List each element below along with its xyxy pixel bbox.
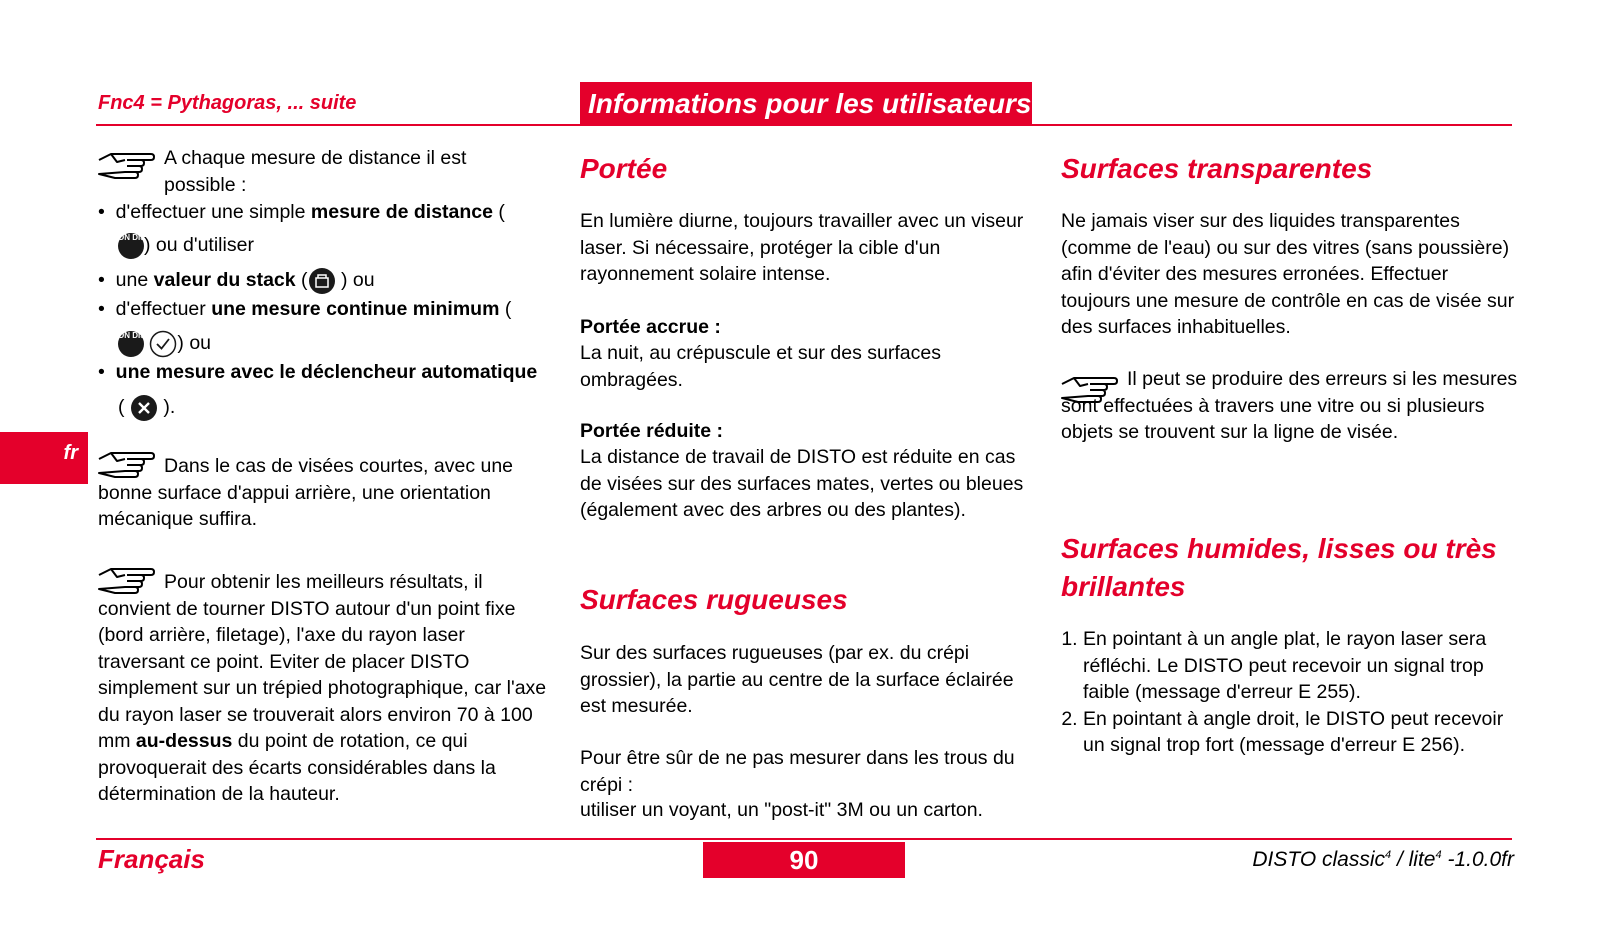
note-transparentes: Il peut se produire des erreurs si les mesures sont effectuées à travers une vitre ou si plusieurs objets se trouvent sur la ligne de visée. bbox=[1061, 368, 1518, 443]
language-tab-label: fr bbox=[63, 442, 78, 464]
paragraph-rugueuses-3: utiliser un voyant, un "post-it" 3M ou un carton. bbox=[580, 799, 983, 821]
section-title: Fnc4 = Pythagoras, ... suite bbox=[98, 92, 357, 114]
subheading-portee-reduite: Portée réduite : bbox=[580, 420, 724, 442]
chapter-title: Informations pour les utilisateurs bbox=[580, 82, 1032, 126]
checkmark-button-icon bbox=[149, 330, 177, 358]
footer-rule bbox=[96, 838, 1512, 840]
timer-x-button-icon bbox=[130, 394, 158, 422]
bullet-stack: • une valeur du stack ( ) ou bbox=[98, 267, 375, 295]
heading-surfaces-transparentes: Surfaces transparentes bbox=[1061, 153, 1373, 184]
heading-portee: Portée bbox=[580, 153, 668, 184]
paragraph-rugueuses-2: Pour être sûr de ne pas mesurer dans les trous du crépi : bbox=[580, 747, 1015, 796]
paragraph-portee-reduite: La distance de travail de DISTO est réduite en cas de visées sur des surfaces mates, vertes ou bleues (également avec des arbres ou des plantes). bbox=[580, 446, 1024, 521]
stack-button-icon bbox=[308, 267, 336, 295]
bullet-distance: • d'effectuer une simple mesure de distance ( bbox=[98, 201, 505, 223]
pointing-hand-icon bbox=[97, 148, 155, 182]
bullet-distance-cont: ON DIST) ou d'utiliser bbox=[118, 232, 254, 259]
language-tab bbox=[0, 432, 88, 484]
paragraph-portee-accrue: La nuit, au crépuscule et sur des surfaces ombragées. bbox=[580, 342, 941, 391]
paragraph-rugueuses-1: Sur des surfaces rugueuses (par ex. du crépi grossier), la partie au centre de la surface éclairée est mesurée. bbox=[580, 642, 1014, 717]
bullet-continuous: • d'effectuer une mesure continue minimum ( bbox=[98, 298, 512, 320]
heading-surfaces-rugueuses: Surfaces rugueuses bbox=[580, 584, 848, 615]
bullet-auto-trigger: • une mesure avec le déclencheur automatique bbox=[98, 361, 538, 383]
footer-language: Français bbox=[98, 844, 205, 874]
document-id: DISTO classic$^4$ / lite$^4$ -1.0.0fr bbox=[1252, 848, 1514, 871]
list-item: 2. En pointant à angle droit, le DISTO peut recevoir un signal trop fort (message d'erreur E 256). bbox=[1083, 706, 1521, 759]
note-measure-options: A chaque mesure de distance il est possible : bbox=[164, 147, 467, 196]
on-dist-button-icon: ON DIST bbox=[118, 331, 144, 357]
bullet-auto-trigger-cont: ( ). bbox=[118, 394, 175, 422]
subheading-portee-accrue: Portée accrue : bbox=[580, 316, 721, 338]
on-dist-button-icon: ON DIST bbox=[118, 233, 144, 259]
list-item: 1. En pointant à un angle plat, le rayon laser sera réfléchi. Le DISTO peut recevoir un signal trop faible (message d'erreur E 255). bbox=[1083, 626, 1521, 706]
header-rule bbox=[96, 124, 1512, 126]
note-best-results: Pour obtenir les meilleurs résultats, il convient de tourner DISTO autour d'un point fixe (bord arrière, filetage), l'axe du rayon laser traversant ce point. Eviter de placer DISTO simplement sur un trépied photographique, car l'axe du rayon laser se trouverait alors environ 70 à 100 mm au-dessus du point de rotation, ce qui provoquerait des écarts considérables dans la détermination de la hauteur. bbox=[98, 571, 547, 805]
bullet-continuous-cont: ON DIST ) ou bbox=[118, 330, 211, 358]
paragraph-transparentes: Ne jamais viser sur des liquides transparentes (comme de l'eau) ou sur des vitres (sans poussière) afin d'éviter des mesures erronées. Effectuer toujours une mesure de contrôle en cas de visée sur des surfaces inhabituelles. bbox=[1061, 210, 1515, 338]
paragraph-portee: En lumière diurne, toujours travailler avec un viseur laser. Si nécessaire, protéger la cible d'un rayonnement solaire intense. bbox=[580, 210, 1024, 285]
page-number: 90 bbox=[703, 842, 905, 878]
list-humides bbox=[1061, 626, 1521, 759]
heading-surfaces-humides: Surfaces humides, lisses ou très brillantes bbox=[1061, 533, 1497, 602]
note-short-sighting: Dans le cas de visées courtes, avec une bonne surface d'appui arrière, une orientation mécanique suffira. bbox=[98, 455, 514, 530]
